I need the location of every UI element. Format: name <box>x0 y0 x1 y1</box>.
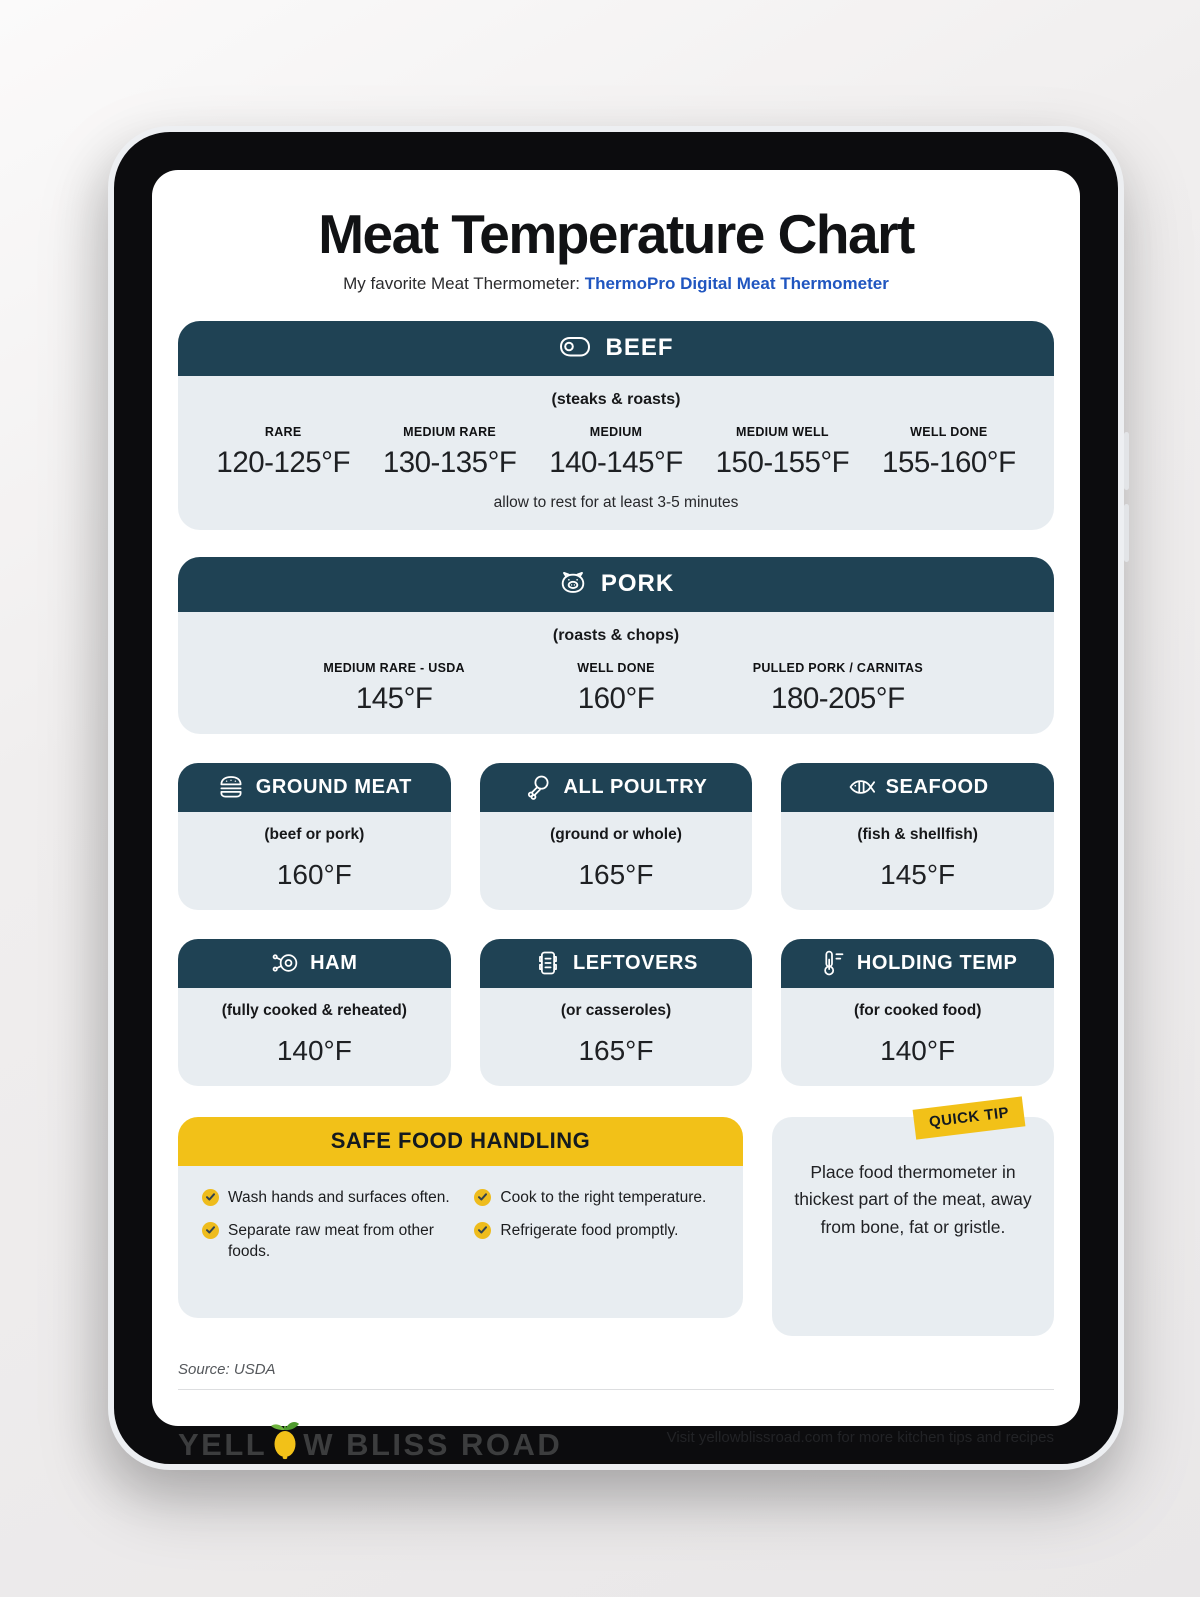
thermometer-icon <box>818 949 846 977</box>
ground-meat-label: GROUND MEAT <box>255 775 412 798</box>
fish-icon <box>847 773 875 801</box>
visit-text: Visit yellowblissroad.com for more kitchen tips and recipes <box>666 1429 1054 1447</box>
ham-icon <box>271 949 299 977</box>
ham-body: (fully cooked & reheated) 140°F <box>178 988 451 1086</box>
ham-label: HAM <box>310 951 358 974</box>
ground-meat-card <box>178 763 451 910</box>
leftovers-label: LEFTOVERS <box>572 951 699 974</box>
ham-card <box>178 939 451 1086</box>
safe-food-handling-title: SAFE FOOD HANDLING <box>330 1128 591 1154</box>
page-title: Meat Temperature Chart <box>318 203 914 265</box>
beef-temps <box>200 425 1032 480</box>
pork-panel-body <box>178 612 1054 734</box>
leftovers-body: (or casseroles) 165°F <box>480 988 753 1086</box>
safe-food-handling-panel <box>178 1117 743 1336</box>
subtitle-prefix: My favorite Meat Thermometer: <box>343 273 585 293</box>
subtitle <box>178 274 1054 294</box>
all-poultry-body: (ground or whole) 165°F <box>480 812 753 910</box>
beef-temp-medium-well: MEDIUM WELL 150-155°F <box>715 424 850 479</box>
seafood-header <box>781 763 1054 812</box>
beef-panel <box>178 321 1054 530</box>
leftovers-card <box>480 939 753 1086</box>
seafood-card <box>781 763 1054 910</box>
brand-logo <box>178 1416 562 1460</box>
leftovers-header <box>480 939 753 988</box>
lemon-icon <box>268 1416 302 1460</box>
beef-label: BEEF <box>605 334 674 362</box>
quick-tip-card <box>772 1103 1054 1336</box>
cards-row-1 <box>178 763 1054 910</box>
pork-panel <box>178 557 1054 734</box>
check-item-wash: Wash hands and surfaces often. <box>202 1188 456 1209</box>
beef-panel-header <box>178 321 1054 376</box>
logo-text-left: YELL <box>178 1426 268 1462</box>
all-poultry-label: ALL POULTRY <box>563 775 708 798</box>
infographic <box>152 170 1080 1460</box>
check-icon <box>202 1222 219 1239</box>
ground-meat-body: (beef or pork) 160°F <box>178 812 451 910</box>
tablet-screen <box>152 170 1080 1462</box>
pork-label: PORK <box>600 570 675 598</box>
beef-temp-medium-rare: MEDIUM RARE 130-135°F <box>382 424 517 479</box>
pork-temp-well-done: WELL DONE 160°F <box>577 660 655 715</box>
footer-divider <box>178 1389 1054 1390</box>
tablet-frame <box>108 126 1124 1470</box>
all-poultry-card <box>480 763 753 910</box>
drumstick-icon <box>524 773 552 801</box>
quick-tip-tag: QUICK TIP <box>912 1096 1025 1139</box>
beef-temp-rare: RARE 120-125°F <box>216 424 350 479</box>
container-icon <box>534 949 562 977</box>
footer <box>178 1416 1054 1460</box>
source-text: Source: USDA <box>178 1360 276 1378</box>
all-poultry-header <box>480 763 753 812</box>
beef-temp-medium: MEDIUM 140-145°F <box>549 424 683 479</box>
tablet-volume-button-bottom <box>1124 504 1129 562</box>
bottom-row <box>178 1103 1054 1336</box>
ham-header <box>178 939 451 988</box>
check-item-cook: Cook to the right temperature. <box>474 1188 719 1209</box>
safe-food-handling-body <box>178 1166 743 1318</box>
pork-temps <box>283 661 949 716</box>
beef-rest-note: allow to rest for at least 3-5 minutes <box>493 493 739 511</box>
burger-icon <box>217 773 245 801</box>
holding-temp-card <box>781 939 1054 1086</box>
ground-meat-header <box>178 763 451 812</box>
steak-icon <box>558 334 592 362</box>
cards-row-2 <box>178 939 1054 1086</box>
check-icon <box>474 1189 491 1206</box>
beef-subtitle: (steaks & roasts) <box>551 390 681 408</box>
beef-panel-body <box>178 376 1054 530</box>
pork-panel-header <box>178 557 1054 612</box>
check-icon <box>474 1222 491 1239</box>
seafood-label: SEAFOOD <box>885 775 989 798</box>
pig-icon <box>558 569 588 599</box>
safe-checklist <box>202 1188 719 1263</box>
thermometer-link[interactable]: ThermoPro Digital Meat Thermometer <box>584 273 889 293</box>
check-icon <box>202 1189 219 1206</box>
holding-temp-header <box>781 939 1054 988</box>
seafood-body: (fish & shellfish) 145°F <box>781 812 1054 910</box>
safe-food-handling-header <box>178 1117 743 1166</box>
pork-temp-pulled: PULLED PORK / CARNITAS 180-205°F <box>752 660 923 715</box>
holding-temp-body: (for cooked food) 140°F <box>781 988 1054 1086</box>
tablet-volume-button-top <box>1124 432 1129 490</box>
quick-tip-text: Place food thermometer in thickest part of the meat, away from bone, fat or gristle. <box>794 1161 1032 1238</box>
pork-subtitle: (roasts & chops) <box>552 626 680 644</box>
pork-temp-medium-rare: MEDIUM RARE - USDA 145°F <box>323 660 465 715</box>
check-item-separate: Separate raw meat from other foods. <box>202 1221 456 1263</box>
beef-temp-well-done: WELL DONE 155-160°F <box>882 424 1016 479</box>
check-item-refrigerate: Refrigerate food promptly. <box>474 1221 719 1263</box>
holding-temp-label: HOLDING TEMP <box>856 951 1018 974</box>
logo-text-right: W BLISS ROAD <box>303 1426 563 1462</box>
